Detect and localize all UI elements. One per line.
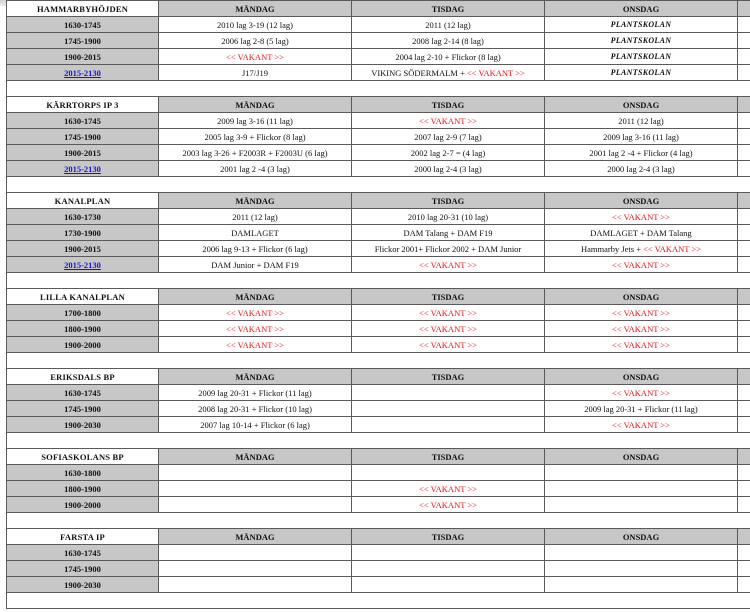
schedule-row <box>7 257 750 273</box>
column-edge <box>738 289 750 305</box>
booking-cell-monday <box>159 129 352 145</box>
venue-name: HAMMARBYHÖJDEN <box>7 1 159 17</box>
booking-text: DAMLAGET + DAM Talang <box>590 227 692 238</box>
time-slot: 1745-1900 <box>7 129 159 145</box>
booking-cell-tuesday <box>352 49 545 65</box>
time-slot: 1900-2000 <box>7 337 159 353</box>
booking-text: DAM Junior + DAM F19 <box>211 259 299 270</box>
time-slot: 1630-1730 <box>7 209 159 225</box>
booking-cell-tuesday <box>352 65 545 81</box>
time-slot: 1630-1745 <box>7 385 159 401</box>
booking-text: 2011 (12 lag) <box>232 211 278 222</box>
time-slot: 1800-1900 <box>7 481 159 497</box>
column-edge <box>738 561 750 577</box>
column-edge <box>738 129 750 145</box>
booking-text: DAM Talang + DAM F19 <box>403 227 493 238</box>
booking-cell-tuesday <box>352 545 545 561</box>
booking-text: 2002 lag 2-7 = (4 lag) <box>410 147 486 158</box>
booking-cell-wednesday <box>545 337 738 353</box>
booking-text: << VAKANT >> <box>419 259 477 270</box>
venue-name: KÄRRTORPS IP 3 <box>7 97 159 113</box>
time-slot: 1800-1900 <box>7 321 159 337</box>
time-slot: 1630-1745 <box>7 17 159 33</box>
booking-cell-wednesday <box>545 577 738 593</box>
schedule-row <box>7 241 750 257</box>
time-slot-link[interactable]: 2015-2130 <box>64 67 101 78</box>
venue-header-row <box>7 289 750 305</box>
booking-text: 2010 lag 20-31 (10 lag) <box>407 211 489 222</box>
venue-header-row <box>7 449 750 465</box>
booking-cell-monday <box>159 161 352 177</box>
booking-cell-tuesday <box>352 257 545 273</box>
column-edge <box>738 145 750 161</box>
day-header-wednesday: ONSDAG <box>545 449 738 465</box>
booking-text: 2006 lag 2-8 (5 lag) <box>221 35 289 46</box>
day-header-monday: MÅNDAG <box>159 529 352 545</box>
spacer-cell <box>7 177 750 193</box>
time-slot: 1630-1745 <box>7 113 159 129</box>
booking-cell-wednesday <box>545 145 738 161</box>
booking-cell-wednesday <box>545 497 738 513</box>
spacer-row <box>7 273 750 289</box>
venue-header-row <box>7 1 750 17</box>
time-slot <box>7 65 159 81</box>
day-header-wednesday: ONSDAG <box>545 193 738 209</box>
booking-cell-wednesday <box>545 305 738 321</box>
column-edge <box>738 257 750 273</box>
schedule-row <box>7 321 750 337</box>
column-edge <box>738 401 750 417</box>
column-edge <box>738 161 750 177</box>
column-edge <box>738 65 750 81</box>
booking-text: PLANTSKOLAN <box>610 20 672 29</box>
booking-cell-wednesday <box>545 113 738 129</box>
booking-text: 2009 lag 3-16 (11 lag) <box>603 131 679 142</box>
time-slot: 1630-1745 <box>7 545 159 561</box>
booking-text: << VAKANT >> <box>226 323 284 334</box>
booking-cell-monday <box>159 497 352 513</box>
column-edge <box>738 113 750 129</box>
booking-cell-monday <box>159 49 352 65</box>
booking-text: Hammarby Jets + <box>580 243 644 254</box>
booking-cell-tuesday <box>352 17 545 33</box>
schedule-row <box>7 337 750 353</box>
day-header-tuesday: TISDAG <box>352 193 545 209</box>
booking-cell-tuesday <box>352 321 545 337</box>
column-edge <box>738 321 750 337</box>
booking-text: 2009 lag 3-16 (11 lag) <box>217 115 293 126</box>
column-edge <box>738 497 750 513</box>
booking-text: << VAKANT >> <box>419 339 477 350</box>
booking-cell-wednesday <box>545 49 738 65</box>
booking-cell-wednesday <box>545 561 738 577</box>
booking-cell-monday <box>159 257 352 273</box>
booking-cell-wednesday <box>545 545 738 561</box>
booking-text: 2008 lag 2-14 (8 lag) <box>412 35 484 46</box>
spacer-row <box>7 593 750 609</box>
booking-cell-tuesday <box>352 417 545 433</box>
venue-name: SOFIASKOLANS BP <box>7 449 159 465</box>
spacer-row <box>7 177 750 193</box>
booking-text: 2006 lag 9-13 + Flickor (6 lag) <box>202 243 308 254</box>
booking-cell-wednesday <box>545 401 738 417</box>
booking-text: PLANTSKOLAN <box>610 68 672 77</box>
training-schedule-table <box>6 0 750 609</box>
venue-name: ERIKSDALS BP <box>7 369 159 385</box>
time-slot: 1900-2030 <box>7 577 159 593</box>
booking-cell-wednesday <box>545 225 738 241</box>
column-edge <box>738 97 750 113</box>
booking-cell-wednesday <box>545 481 738 497</box>
booking-cell-monday <box>159 225 352 241</box>
booking-text: << VAKANT >> <box>612 259 670 270</box>
column-edge <box>738 529 750 545</box>
day-header-tuesday: TISDAG <box>352 369 545 385</box>
schedule-row <box>7 561 750 577</box>
booking-text: 2011 (12 lag) <box>425 19 471 30</box>
spacer-cell <box>7 433 750 449</box>
booking-cell-tuesday <box>352 401 545 417</box>
day-header-wednesday: ONSDAG <box>545 1 738 17</box>
booking-text: PLANTSKOLAN <box>610 36 672 45</box>
schedule-row <box>7 497 750 513</box>
booking-cell-monday <box>159 337 352 353</box>
day-header-wednesday: ONSDAG <box>545 289 738 305</box>
booking-cell-tuesday <box>352 161 545 177</box>
booking-text: VIKING SÖDERMALM + <box>371 67 467 78</box>
booking-cell-monday <box>159 401 352 417</box>
column-edge <box>738 225 750 241</box>
booking-text: 2000 lag 2-4 (3 lag) <box>607 163 675 174</box>
booking-cell-wednesday <box>545 33 738 49</box>
column-edge <box>738 417 750 433</box>
day-header-monday: MÅNDAG <box>159 289 352 305</box>
day-header-tuesday: TISDAG <box>352 1 545 17</box>
schedule-row <box>7 209 750 225</box>
column-edge <box>738 369 750 385</box>
booking-cell-monday <box>159 321 352 337</box>
column-edge <box>738 577 750 593</box>
schedule-row <box>7 465 750 481</box>
day-header-monday: MÅNDAG <box>159 193 352 209</box>
booking-cell-wednesday <box>545 65 738 81</box>
booking-cell-tuesday <box>352 337 545 353</box>
booking-text: << VAKANT >> <box>226 339 284 350</box>
day-header-tuesday: TISDAG <box>352 529 545 545</box>
schedule-row <box>7 33 750 49</box>
column-edge <box>738 449 750 465</box>
schedule-row <box>7 65 750 81</box>
booking-text: 2003 lag 3-26 + F2003R + F2003U (6 lag) <box>182 147 328 158</box>
booking-text: << VAKANT >> <box>226 307 284 318</box>
booking-cell-tuesday <box>352 209 545 225</box>
spacer-row <box>7 81 750 97</box>
booking-cell-wednesday <box>545 209 738 225</box>
column-edge <box>738 33 750 49</box>
schedule-row <box>7 161 750 177</box>
booking-cell-monday <box>159 33 352 49</box>
booking-cell-wednesday <box>545 161 738 177</box>
booking-text: << VAKANT >> <box>612 211 670 222</box>
schedule-row <box>7 385 750 401</box>
time-slot: 1700-1800 <box>7 305 159 321</box>
spacer-row <box>7 353 750 369</box>
time-slot-link[interactable]: 2015-2130 <box>64 163 101 174</box>
booking-cell-tuesday <box>352 129 545 145</box>
booking-cell-monday <box>159 561 352 577</box>
day-header-tuesday: TISDAG <box>352 97 545 113</box>
booking-text: 2011 (12 lag) <box>618 115 664 126</box>
spacer-cell <box>7 81 750 97</box>
column-edge <box>738 209 750 225</box>
booking-text: 2008 lag 20-31 + Flickor (10 lag) <box>198 403 312 414</box>
day-header-wednesday: ONSDAG <box>545 97 738 113</box>
time-slot: 1900-2030 <box>7 417 159 433</box>
booking-cell-tuesday <box>352 113 545 129</box>
booking-text: 2005 lag 3-9 + Flickor (8 lag) <box>204 131 306 142</box>
column-edge <box>738 241 750 257</box>
booking-cell-monday <box>159 545 352 561</box>
booking-text: << VAKANT >> <box>612 323 670 334</box>
booking-text: << VAKANT >> <box>612 307 670 318</box>
booking-cell-wednesday <box>545 465 738 481</box>
booking-cell-monday <box>159 417 352 433</box>
day-header-monday: MÅNDAG <box>159 1 352 17</box>
booking-cell-wednesday <box>545 321 738 337</box>
column-edge <box>738 545 750 561</box>
booking-text: 2010 lag 3-19 (12 lag) <box>216 19 293 30</box>
schedule-row <box>7 577 750 593</box>
time-slot: 1730-1900 <box>7 225 159 241</box>
schedule-row <box>7 481 750 497</box>
booking-cell-monday <box>159 113 352 129</box>
vacant-marker: << VAKANT >> <box>643 243 702 254</box>
booking-cell-monday <box>159 481 352 497</box>
time-slot: 1745-1900 <box>7 33 159 49</box>
schedule-row <box>7 417 750 433</box>
schedule-row <box>7 17 750 33</box>
column-edge <box>738 193 750 209</box>
booking-text: 2007 lag 2-9 (7 lag) <box>414 131 482 142</box>
booking-text: << VAKANT >> <box>419 323 477 334</box>
schedule-row <box>7 305 750 321</box>
booking-text: 2001 lag 2 -4 (3 lag) <box>220 163 290 174</box>
schedule-row <box>7 545 750 561</box>
venue-header-row <box>7 369 750 385</box>
booking-cell-tuesday <box>352 305 545 321</box>
spacer-cell <box>7 513 750 529</box>
booking-text: 2001 lag 2 -4 + Flickor (4 lag) <box>589 147 693 158</box>
booking-cell-monday <box>159 465 352 481</box>
venue-header-row <box>7 193 750 209</box>
time-slot: 1900-2000 <box>7 497 159 513</box>
schedule-row <box>7 49 750 65</box>
day-header-tuesday: TISDAG <box>352 289 545 305</box>
spacer-row <box>7 433 750 449</box>
booking-cell-wednesday <box>545 417 738 433</box>
day-header-monday: MÅNDAG <box>159 97 352 113</box>
booking-text: PLANTSKOLAN <box>610 52 672 61</box>
vacant-marker: << VAKANT >> <box>466 67 525 78</box>
booking-text: << VAKANT >> <box>612 419 670 430</box>
spacer-cell <box>7 593 750 609</box>
booking-cell-wednesday <box>545 241 738 257</box>
booking-cell-tuesday <box>352 577 545 593</box>
booking-cell-monday <box>159 241 352 257</box>
column-edge <box>738 481 750 497</box>
column-edge <box>738 385 750 401</box>
column-edge <box>738 465 750 481</box>
booking-cell-monday <box>159 209 352 225</box>
venue-header-row <box>7 97 750 113</box>
booking-cell-tuesday <box>352 145 545 161</box>
time-slot <box>7 257 159 273</box>
booking-cell-wednesday <box>545 17 738 33</box>
booking-text: Flickor 2001+ Flickor 2002 + DAM Junior <box>374 243 522 254</box>
time-slot: 1900-2015 <box>7 145 159 161</box>
booking-text: 2004 lag 2-10 + Flickor (8 lag) <box>395 51 501 62</box>
booking-cell-tuesday <box>352 385 545 401</box>
booking-text: 2009 lag 20-31 + Flickor (11 lag) <box>584 403 698 414</box>
time-slot: 1745-1900 <box>7 401 159 417</box>
spacer-cell <box>7 353 750 369</box>
booking-text: J17/J19 <box>242 67 268 78</box>
day-header-wednesday: ONSDAG <box>545 369 738 385</box>
venue-name: LILLA KANALPLAN <box>7 289 159 305</box>
booking-cell-tuesday <box>352 33 545 49</box>
day-header-wednesday: ONSDAG <box>545 529 738 545</box>
booking-cell-monday <box>159 385 352 401</box>
schedule-row <box>7 225 750 241</box>
time-slot: 1900-2015 <box>7 49 159 65</box>
booking-cell-monday <box>159 145 352 161</box>
column-edge <box>738 49 750 65</box>
booking-text: 2007 lag 10-14 + Flickor (6 lag) <box>200 419 310 430</box>
booking-cell-tuesday <box>352 465 545 481</box>
time-slot-link[interactable]: 2015-2130 <box>64 259 101 270</box>
time-slot: 1745-1900 <box>7 561 159 577</box>
venue-header-row <box>7 529 750 545</box>
spacer-cell <box>7 273 750 289</box>
column-edge <box>738 337 750 353</box>
column-edge <box>738 17 750 33</box>
column-edge <box>738 305 750 321</box>
booking-text: << VAKANT >> <box>419 499 477 510</box>
booking-text: 2009 lag 20-31 + Flickor (11 lag) <box>198 387 312 398</box>
booking-text: DAMLAGET <box>231 227 279 238</box>
booking-cell-monday <box>159 577 352 593</box>
column-edge <box>738 1 750 17</box>
booking-cell-wednesday <box>545 257 738 273</box>
schedule-row <box>7 401 750 417</box>
booking-cell-tuesday <box>352 497 545 513</box>
booking-text: << VAKANT >> <box>419 115 477 126</box>
booking-cell-wednesday <box>545 129 738 145</box>
day-header-monday: MÅNDAG <box>159 449 352 465</box>
venue-name: FARSTA IP <box>7 529 159 545</box>
schedule-row <box>7 129 750 145</box>
booking-cell-tuesday <box>352 241 545 257</box>
booking-cell-tuesday <box>352 561 545 577</box>
day-header-tuesday: TISDAG <box>352 449 545 465</box>
booking-text: 2000 lag 2-4 (3 lag) <box>414 163 482 174</box>
time-slot <box>7 161 159 177</box>
booking-text: << VAKANT >> <box>419 483 477 494</box>
booking-cell-monday <box>159 17 352 33</box>
booking-text: << VAKANT >> <box>226 51 284 62</box>
time-slot: 1630-1800 <box>7 465 159 481</box>
booking-cell-wednesday <box>545 385 738 401</box>
day-header-monday: MÅNDAG <box>159 369 352 385</box>
booking-text: << VAKANT >> <box>612 339 670 350</box>
schedule-row <box>7 145 750 161</box>
venue-name: KANALPLAN <box>7 193 159 209</box>
booking-text: << VAKANT >> <box>612 387 670 398</box>
booking-cell-monday <box>159 65 352 81</box>
booking-cell-tuesday <box>352 225 545 241</box>
spacer-row <box>7 513 750 529</box>
time-slot: 1900-2015 <box>7 241 159 257</box>
schedule-row <box>7 113 750 129</box>
booking-cell-tuesday <box>352 481 545 497</box>
booking-cell-monday <box>159 305 352 321</box>
booking-text: << VAKANT >> <box>419 307 477 318</box>
